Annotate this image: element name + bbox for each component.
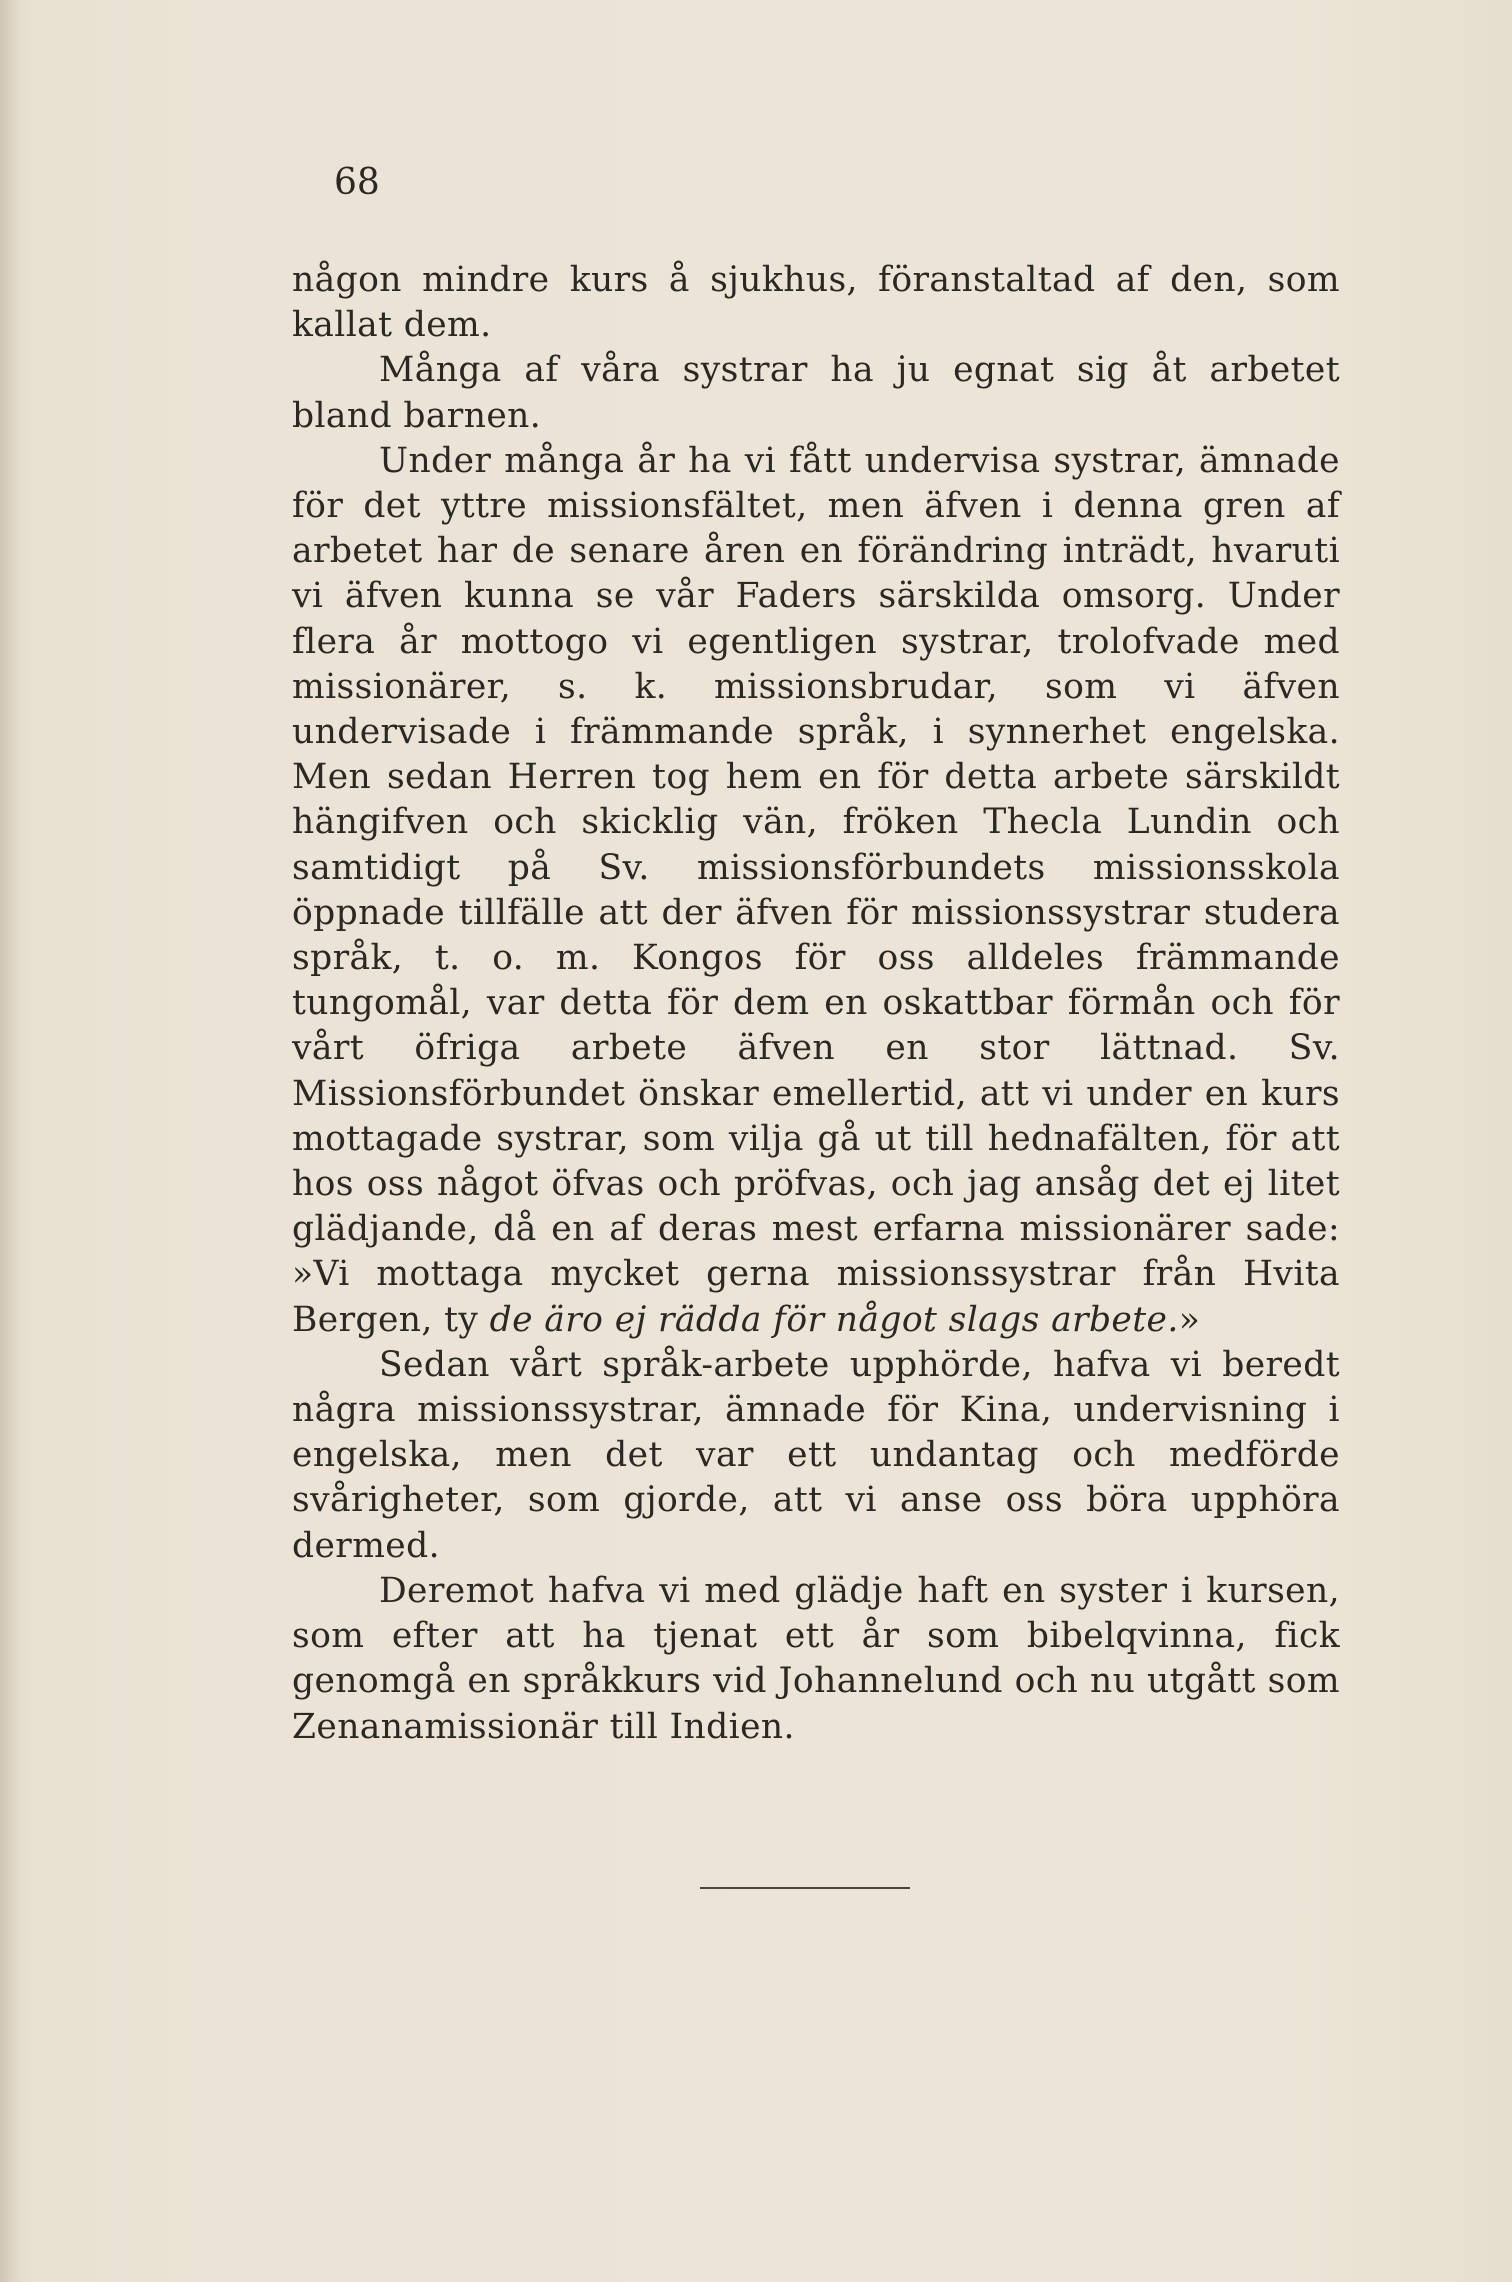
- section-end-rule: [700, 1887, 910, 1889]
- body-text: [292, 258, 1340, 1750]
- paragraph-barnen: Många af våra systrar ha ju egnat sig åt arbetet bland barnen.: [292, 350, 1340, 436]
- page-number: 68: [334, 162, 380, 203]
- paragraph-deremot: Deremot hafva vi med glädje haft en syster i kursen, som efter att ha tjenat ett år som bibelqvinna, fick genomgå en språkkurs vid Johannelund och nu utgått som Zenanamissionär till Indien.: [292, 1570, 1340, 1747]
- italic-quote: de äro ej rädda för något slags arbete.: [489, 1299, 1179, 1340]
- paragraph-sprak-arbete: Sedan vårt språk-arbete upphörde, hafva vi beredt några missionssystrar, ämnade för Kina, undervisning i engelska, men det var ett undantag och medförde svårigheter, som gjorde, att vi anse oss böra upphöra dermed.: [292, 1344, 1340, 1566]
- quote-close-mark: »: [1178, 1299, 1201, 1340]
- paragraph-continuation: någon mindre kurs å sjukhus, föranstaltad af den, som kallat dem.: [292, 260, 1340, 346]
- paragraph-undervisning: [292, 439, 1340, 1343]
- page-gutter: [0, 0, 22, 2282]
- paragraph-undervisning-text: Under många år ha vi fått undervisa systrar, ämnade för det yttre missionsfältet, men äfven i denna gren af arbetet har de senare åren en förändring inträdt, hvaruti vi äfven kunna se vår Faders särskilda omsorg. Under flera år mottogo vi egentligen systrar, trolofvade med missionärer, s. k. missionsbrudar, som vi äfven undervisade i främmande språk, i synnerhet engelska. Men sedan Herren tog hem en för detta arbete särskildt hängifven och skicklig vän, fröken Thecla Lundin och samtidigt på Sv. missionsförbundets missionsskola öppnade tillfälle att der äfven för missionssystrar studera språk, t. o. m. Kongos för oss alldeles främmande tungomål, var detta för dem en oskattbar förmån och för vårt öfriga arbete äfven en stor lättnad. Sv. Missionsförbundet önskar emellertid, att vi under en kurs mottagade systrar, som vilja gå ut till hednafälten, för att hos oss något öfvas och pröfvas, och jag ansåg det ej litet glädjande, då en af deras mest erfarna missionärer sade: »Vi mottaga mycket gerna missionssystrar från Hvita Bergen, ty: [292, 440, 1340, 1340]
